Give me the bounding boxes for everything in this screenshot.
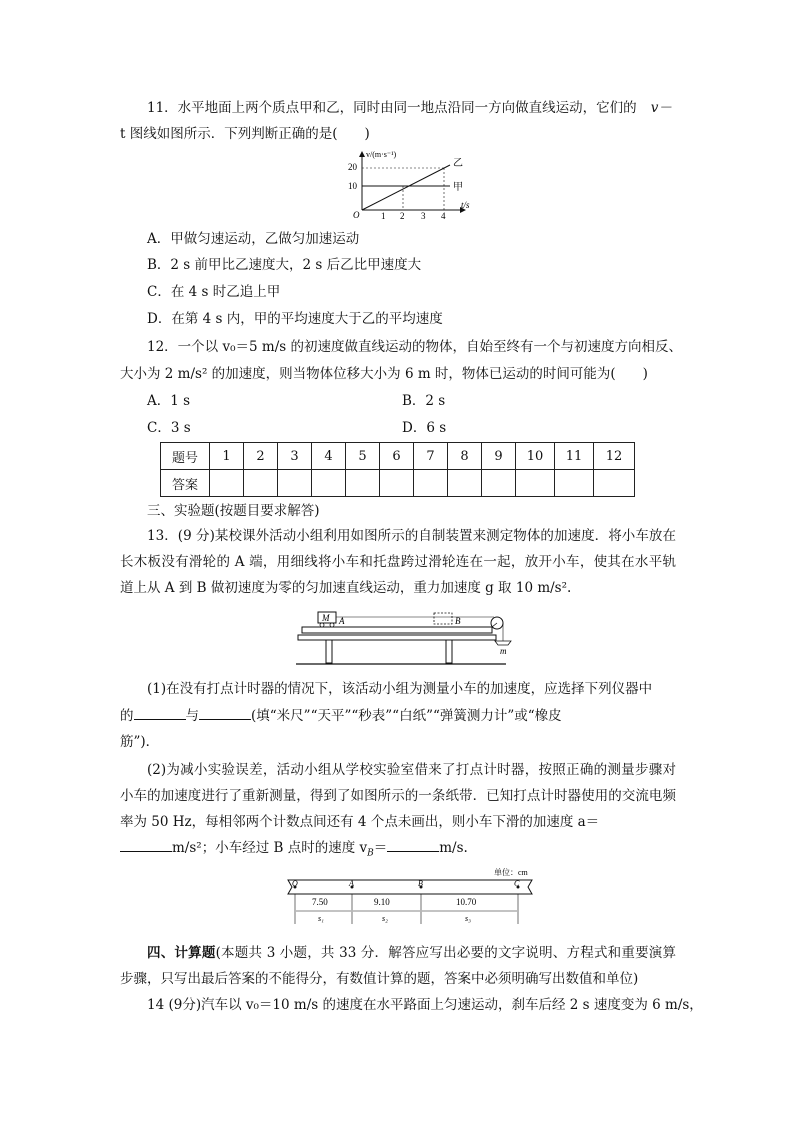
origin-label: O (353, 210, 360, 220)
answer-blank-4[interactable] (387, 837, 439, 852)
answer-cell[interactable] (210, 470, 244, 497)
table-cell: 6 (380, 443, 414, 470)
q11-stem-line1: 11．水平地面上两个质点甲和乙，同时由同一地点沿同一方向做直线运动，它们的 v－ (147, 100, 672, 116)
answer-cell[interactable] (278, 470, 312, 497)
vt-graph (330, 148, 480, 222)
table-row-numbers (161, 443, 635, 470)
xtick-1: 1 (381, 211, 386, 221)
line-yi (362, 165, 450, 210)
ytick-10: 10 (348, 181, 357, 191)
table-leg-right (446, 640, 452, 663)
segment-s1: s₁ (318, 914, 324, 923)
row-label-number: 题号 (161, 443, 210, 470)
table-cell: 11 (555, 443, 594, 470)
answer-cell[interactable] (516, 470, 555, 497)
answer-blank-1[interactable] (134, 705, 186, 720)
answer-blank-3[interactable] (120, 837, 172, 852)
car-ghost (434, 613, 452, 624)
ytick-20: 20 (348, 162, 357, 172)
table-cell: 7 (414, 443, 448, 470)
q13-stem: 13．(9 分)某校课外活动小组利用如图所示的自制装置来测定物体的加速度．将小车放在长木板没有滑轮的 A 端，用细线将小车和托盘跨过滑轮连在一起，放开小车，使其在水平轨道上从 A 到 B 做初速度为零的匀加速直线运动，重力加速度 g 取 10 m/s². (120, 528, 676, 596)
segment-s3: s₃ (465, 914, 471, 923)
q13-part1-line1: (1)在没有打点计时器的情况下，该活动小组为测量小车的加速度，应选择下列仪器中 (147, 681, 653, 697)
table-cell: 8 (448, 443, 482, 470)
tape-unit: 单位：cm (494, 868, 528, 877)
answer-cell[interactable] (380, 470, 414, 497)
q11-option-d: D．在第 4 s 内，甲的平均速度大于乙的平均速度 (147, 311, 443, 327)
q11-option-b: B．2 s 前甲比乙速度大，2 s 后乙比甲速度大 (147, 257, 422, 273)
label-a: A (339, 616, 345, 626)
label-jia: 甲 (453, 182, 463, 193)
q12-stem-line1: 12．一个以 v₀＝5 m/s 的初速度做直线运动的物体，自始至终有一个与初速度方向相反、 (147, 339, 682, 355)
answer-cell[interactable] (414, 470, 448, 497)
q13-part1-line2: 的 与 (填“米尺”“天平”“秒表”“白纸”“弹簧测力计”或“橡皮 (120, 704, 562, 724)
q14-stem: 14 (9分)汽车以 v₀＝10 m/s 的速度在水平路面上匀速运动，刹车后经 2 s 速度变为 6 m/s， (147, 997, 703, 1013)
tape (288, 880, 532, 894)
q12-option-d: D．6 s (402, 420, 447, 436)
car-wheel (330, 623, 334, 627)
table-cell: 1 (210, 443, 244, 470)
table-cell: 3 (278, 443, 312, 470)
answer-cell[interactable] (346, 470, 380, 497)
x-axis-label: t/s (461, 200, 470, 210)
length-ab: 9.10 (374, 897, 390, 907)
answer-cell[interactable] (555, 470, 594, 497)
tape-point-c: C (514, 879, 520, 888)
answer-cell[interactable] (482, 470, 516, 497)
paper-tape-figure (282, 866, 538, 928)
q11-stem-line2: t 图线如图所示．下列判断正确的是( ) (120, 126, 370, 142)
apparatus-figure (296, 607, 521, 667)
q12-option-c: C．3 s (147, 420, 191, 436)
q11-option-a: A．甲做匀速运动，乙做匀加速运动 (147, 231, 360, 247)
answer-cell[interactable] (312, 470, 346, 497)
row-label-answer: 答案 (161, 470, 210, 497)
xtick-3: 3 (421, 211, 426, 221)
q12-stem-line2: 大小为 2 m/s² 的加速度，则当物体位移大小为 6 m 时，物体已运动的时间可能为( ) (120, 366, 648, 382)
table-cell: 5 (346, 443, 380, 470)
q11-option-c: C．在 4 s 时乙追上甲 (147, 284, 281, 300)
q12-option-b: B．2 s (402, 393, 446, 409)
xtick-2: 2 (400, 211, 405, 221)
segment-s2: s₂ (382, 914, 388, 923)
tape-point-a: A (349, 879, 354, 888)
section4-heading: 四、计算题(本题共 3 小题，共 33 分．解答应写出必要的文字说明、方程式和重要演算步骤，只写出最后答案的不能得分，有数值计算的题，答案中必须明确写出数值和单位) (120, 945, 677, 987)
tape-point-o: O (292, 879, 298, 888)
label-yi: 乙 (453, 158, 463, 169)
car-wheel (320, 623, 324, 627)
q12-option-a: A．1 s (147, 393, 191, 409)
table-cell: 9 (482, 443, 516, 470)
q13-part1-line3: 筋”)． (120, 734, 160, 750)
length-bc: 10.70 (456, 897, 477, 907)
q13-part2: (2)为减小实验误差，活动小组从学校实验室借来了打点计时器，按照正确的测量步骤对小车的加速度进行了重新测量，得到了如图所示的一条纸带．已知打点计时器使用的交流电频率为 50 Hz，每相邻两个计数点间还有 4 个点未画出，则小车下滑的加速度 a＝ (120, 762, 676, 830)
answer-table (160, 442, 635, 497)
board (302, 627, 492, 633)
xtick-4: 4 (441, 211, 446, 221)
label-b: B (455, 616, 461, 626)
tray (495, 641, 511, 645)
q13-part2-end: m/s²；小车经过 B 点时的速度 $v_B= m/s$. (120, 836, 468, 859)
y-axis-label: v/(m·s⁻¹) (366, 150, 397, 159)
answer-cell[interactable] (594, 470, 635, 497)
table-top (298, 635, 496, 640)
table-leg-left (326, 640, 332, 663)
length-oa: 7.50 (312, 897, 328, 907)
table-cell: 4 (312, 443, 346, 470)
table-cell: 2 (244, 443, 278, 470)
answer-blank-2[interactable] (199, 705, 251, 720)
car-label: M (322, 613, 330, 623)
table-cell: 12 (594, 443, 635, 470)
answer-cell[interactable] (244, 470, 278, 497)
table-row-answers (161, 470, 635, 497)
mass-label: m (500, 646, 507, 656)
tape-point-b: B (418, 879, 423, 888)
table-cell: 10 (516, 443, 555, 470)
section3-title: 三、实验题(按题目要求解答) (147, 503, 320, 519)
answer-cell[interactable] (448, 470, 482, 497)
